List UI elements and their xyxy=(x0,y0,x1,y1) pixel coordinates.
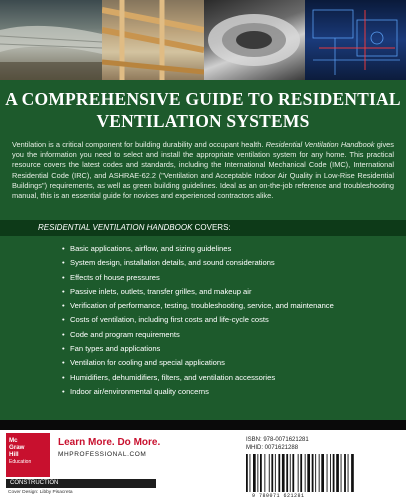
bullet-text: Code and program requirements xyxy=(70,329,180,339)
covers-heading-bar xyxy=(0,220,406,236)
logo-line: Hill xyxy=(9,451,19,459)
bullet-dot-icon: • xyxy=(62,258,65,268)
intro-text-part-2: gives you the information you need to select and install the appropriate ventilation system for any home. This practical resource covers the latest codes and standards, including the International Mechanical Code (IMC), International Residential Code (IRC), and ASHRAE-62.2 ("Ventilation and Acceptable Indoor Air Quality in Low-Rise Residential Buildings") requirements, as well as green building guidelines. Ideal as an on-the-job reference and troubleshooting manual, this is an essential guide for novices and experienced contractors alike. xyxy=(12,140,394,201)
covers-heading xyxy=(38,223,231,233)
cover-photo-strip xyxy=(0,0,406,80)
covers-bullet-list xyxy=(62,242,392,399)
barcode-icon xyxy=(244,454,402,494)
bullet-dot-icon: • xyxy=(62,244,65,253)
ventilation-duct-photo xyxy=(0,0,102,80)
intro-paragraph xyxy=(12,140,394,201)
bullet-dot-icon: • xyxy=(62,344,65,354)
isbn-block xyxy=(246,436,309,452)
barcode-number: 9 780071 621281 xyxy=(252,493,305,499)
bullet-item xyxy=(62,256,392,270)
wood-framing-photo xyxy=(102,0,204,80)
bullet-item xyxy=(62,371,392,385)
headline-line-2: VENTILATION SYSTEMS xyxy=(96,111,310,131)
bullet-text: Effects of house pressures xyxy=(70,272,160,282)
covers-suffix: COVERS: xyxy=(192,223,231,232)
bullet-text: Indoor air/environmental quality concerns xyxy=(70,386,209,396)
bullet-item xyxy=(62,313,392,327)
cover-design-credit: Cover Design: Libby Pisacreta xyxy=(8,490,73,495)
bullet-text: Ventilation for cooling and special applications xyxy=(70,358,225,368)
bullet-dot-icon: • xyxy=(62,372,65,382)
divider-band xyxy=(0,420,406,430)
bullet-item xyxy=(62,385,392,399)
logo-line: Graw xyxy=(9,444,25,452)
tagline: Learn More. Do More. xyxy=(58,437,161,448)
bullet-dot-icon: • xyxy=(62,286,65,296)
blueprint-photo xyxy=(305,0,406,80)
category-label: CONSTRUCTION xyxy=(6,479,156,488)
bullet-text: Verification of performance, testing, troubleshooting, service, and maintenance xyxy=(70,301,334,311)
isbn-text: ISBN: 978-0071621281 xyxy=(246,437,309,443)
bullet-item xyxy=(62,242,392,256)
bullet-text: Passive inlets, outlets, transfer grilles, and makeup air xyxy=(70,286,252,296)
mhid-text: MHID: 0071621288 xyxy=(246,445,299,451)
bullet-dot-icon: • xyxy=(62,329,65,339)
bullet-item xyxy=(62,328,392,342)
intro-book-title: Residential Ventilation Handbook xyxy=(265,140,375,149)
back-cover-panel xyxy=(0,80,406,420)
bullet-item xyxy=(62,271,392,285)
flex-duct-photo xyxy=(204,0,305,80)
bullet-item xyxy=(62,285,392,299)
bullet-text: System design, installation details, and sound considerations xyxy=(70,258,275,268)
bullet-dot-icon: • xyxy=(62,386,65,396)
publisher-website: MHPROFESSIONAL.COM xyxy=(58,451,147,458)
bullet-item xyxy=(62,342,392,356)
logo-line: Mc xyxy=(9,437,18,444)
bullet-text: Basic applications, airflow, and sizing guidelines xyxy=(70,244,232,253)
bullet-dot-icon: • xyxy=(62,358,65,368)
intro-text-part-1: Ventilation is a critical component for building durability and occupant health. xyxy=(12,140,266,149)
bullet-text: Humidifiers, dehumidifiers, filters, and ventilation accessories xyxy=(70,372,276,382)
bullet-text: Costs of ventilation, including first costs and life-cycle costs xyxy=(70,315,269,325)
headline xyxy=(0,88,406,132)
bullet-item xyxy=(62,299,392,313)
bullet-dot-icon: • xyxy=(62,301,65,311)
bullet-dot-icon: • xyxy=(62,272,65,282)
headline-line-1: A COMPREHENSIVE GUIDE TO RESIDENTIAL xyxy=(5,89,401,109)
bullet-item xyxy=(62,356,392,370)
bullet-dot-icon: • xyxy=(62,315,65,325)
logo-line: Education xyxy=(9,458,32,465)
bullet-text: Fan types and applications xyxy=(70,344,161,354)
covers-book-title: RESIDENTIAL VENTILATION HANDBOOK xyxy=(38,223,193,232)
publisher-logo xyxy=(6,433,50,477)
